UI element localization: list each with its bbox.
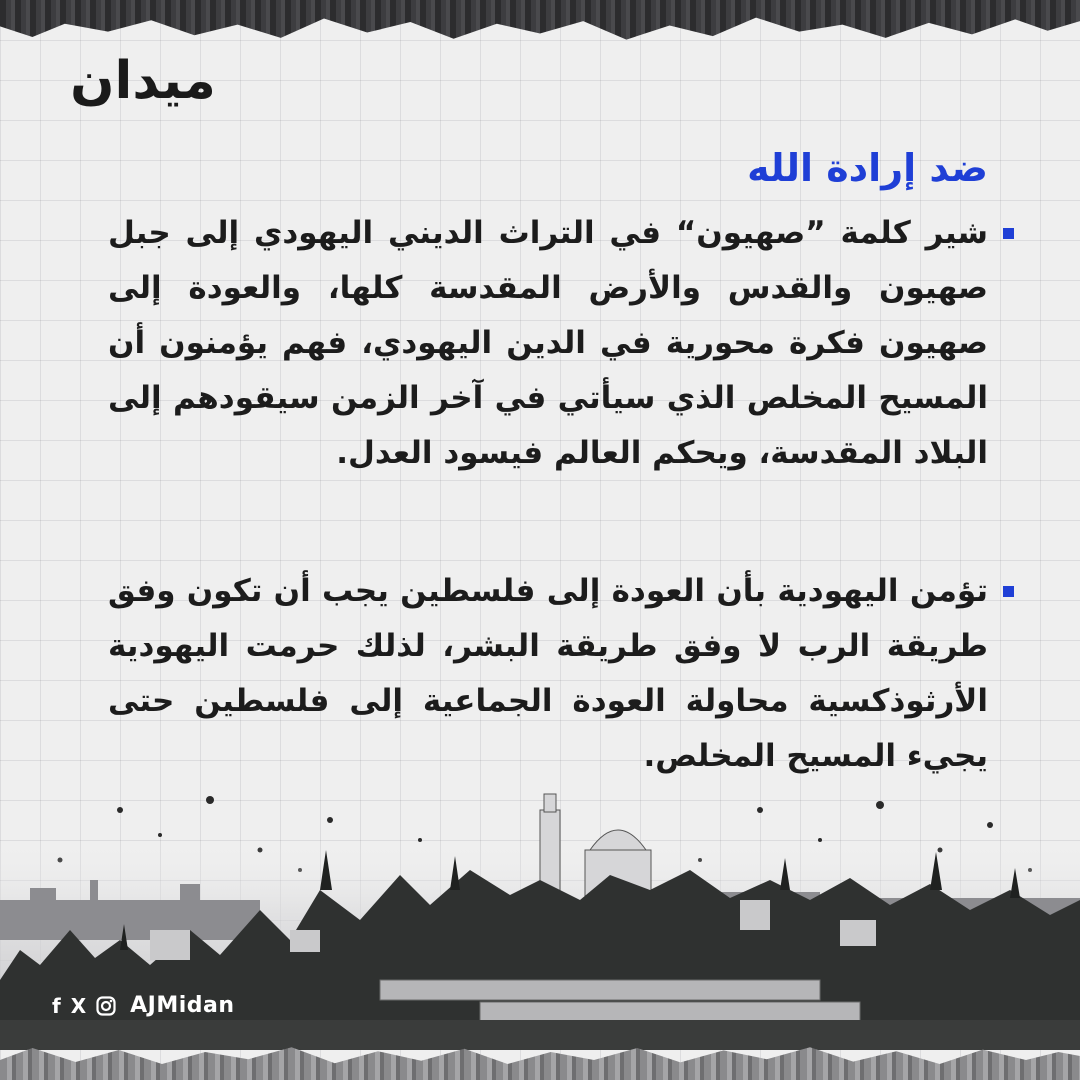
x-icon[interactable]: X bbox=[70, 994, 87, 1018]
midan-logo bbox=[52, 51, 234, 111]
instagram-icon[interactable] bbox=[96, 994, 116, 1018]
paragraph-text: شير كلمة ”صهيون“ في التراث الديني اليهودي إلى جبل صهيون والقدس والأرض المقدسة كلها، والعودة إلى صهيون فكرة محورية في الدين اليهودي، فهم يؤمنون أن المسيح المخلص الذي سيأتي في آخر الزمن سيقودهم إلى البلاد المقدسة، ويحكم العالم فيسود العدل. bbox=[108, 215, 988, 471]
bullet-paragraph bbox=[108, 564, 988, 784]
facebook-icon[interactable]: f bbox=[52, 994, 61, 1018]
page-title: ضد إرادة الله bbox=[747, 146, 988, 190]
social-handle[interactable]: AJMidan bbox=[130, 993, 235, 1018]
logo-text: ميدان bbox=[70, 51, 216, 111]
social-footer bbox=[52, 988, 235, 1024]
bullet-paragraph bbox=[108, 206, 988, 481]
paragraph-text: تؤمن اليهودية بأن العودة إلى فلسطين يجب أن تكون وفق طريقة الرب لا وفق طريقة البشر، لذلك حرمت اليهودية الأرثوذكسية محاولة العودة الجماعية إلى فلسطين حتى يجيء المسيح المخلص. bbox=[108, 573, 988, 774]
torn-paper-top-edge bbox=[0, 0, 1080, 44]
bullet-square-icon bbox=[1003, 586, 1014, 597]
bullet-square-icon bbox=[1003, 228, 1014, 239]
